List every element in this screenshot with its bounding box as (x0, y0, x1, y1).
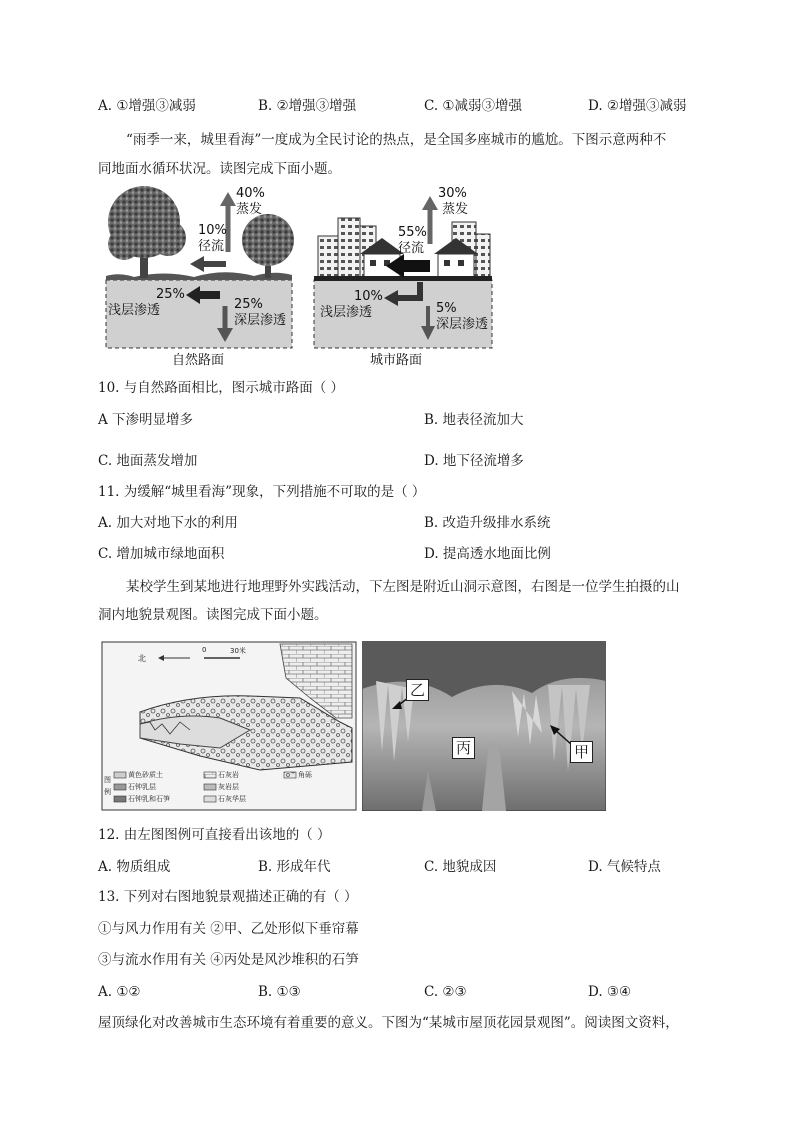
q9-option-c: C. ①减弱③增强 (424, 98, 523, 114)
q9-option-a: A. ①增强③减弱 (98, 98, 196, 114)
q10-option-c: C. 地面蒸发增加 (98, 453, 198, 469)
city-evap-pct: 30% (438, 186, 467, 201)
q10-option-d: D. 地下径流增多 (424, 453, 524, 469)
q10-option-b: B. 地表径流加大 (424, 412, 524, 428)
q11-option-d: D. 提高透水地面比例 (424, 546, 551, 562)
q13-items-line1: ①与风力作用有关 ②甲、乙处形似下垂帘幕 (98, 921, 359, 937)
legend-item: 石灰华层 (218, 795, 246, 803)
q13-stem: 13. 下列对右图地貌景观描述正确的有（ ） (98, 889, 358, 905)
cave-scale-end: 30米 (230, 647, 246, 655)
q11-option-c: C. 增加城市绿地面积 (98, 546, 225, 562)
cave-scale-zero: 0 (202, 646, 207, 654)
photo-label-jia: 甲 (570, 741, 593, 763)
natural-surface-illustration (104, 182, 294, 367)
natural-evap-pct: 40% (236, 186, 265, 201)
photo-label-yi: 乙 (406, 679, 429, 701)
legend-item: 黄色砂质土 (128, 771, 163, 779)
legend-item: 石钟乳和石笋 (128, 795, 170, 803)
natural-deep-pct: 25% (234, 297, 263, 312)
legend-item: 灰岩层 (218, 783, 239, 791)
q12-stem: 12. 由左图图例可直接看出该地的（ ） (98, 827, 331, 843)
intro3-line1: 屋顶绿化对改善城市生态环境有着重要的意义。下图为“某城市屋顶花园景观图”。阅读图文资料， (98, 1015, 679, 1031)
city-deep-label: 深层渗透 (436, 317, 489, 332)
natural-shallow-label: 浅层渗透 (108, 303, 161, 318)
q12-option-a: A. 物质组成 (98, 859, 171, 875)
q10-stem: 10. 与自然路面相比，图示城市路面（ ） (98, 380, 345, 396)
natural-runoff-pct: 10% (198, 223, 227, 238)
natural-runoff-label: 径流 (198, 239, 225, 254)
q11-option-b: B. 改造升级排水系统 (424, 515, 551, 531)
intro2-line1: 某校学生到某地进行地理野外实践活动，下左图是附近山洞示意图，右图是一位学生拍摄的山 (126, 579, 680, 595)
figure-city-surface (312, 182, 494, 367)
natural-caption: 自然路面 (172, 353, 225, 368)
city-shallow-pct: 10% (354, 289, 383, 304)
q13-items-line2: ③与流水作用有关 ④丙处是风沙堆积的石笋 (98, 952, 359, 968)
city-deep-pct: 5% (436, 301, 457, 316)
intro1-line2: 同地面水循环状况。读图完成下面小题。 (98, 161, 341, 177)
figure-cave-diagram (100, 638, 360, 814)
q10-option-a: A 下渗明显增多 (98, 412, 194, 428)
city-runoff-pct: 55% (398, 225, 427, 240)
q13-option-b: B. ①③ (258, 984, 301, 1000)
natural-shallow-pct: 25% (156, 287, 185, 302)
intro1-line1: “雨季一来，城里看海”一度成为全民讨论的热点，是全国多座城市的尴尬。下图示意两种不 (126, 132, 667, 148)
natural-deep-label: 深层渗透 (234, 313, 287, 328)
legend-item: 角砾 (298, 771, 312, 779)
q12-option-b: B. 形成年代 (258, 859, 331, 875)
city-shallow-label: 浅层渗透 (320, 305, 373, 320)
cave-north: 北 (138, 654, 146, 663)
q11-option-a: A. 加大对地下水的利用 (98, 515, 238, 531)
q13-option-a: A. ①② (98, 984, 141, 1000)
q13-option-c: C. ②③ (424, 984, 467, 1000)
city-caption: 城市路面 (370, 353, 423, 368)
q9-option-b: B. ②增强③增强 (258, 98, 357, 114)
city-evap-label: 蒸发 (442, 202, 469, 217)
cave-legend-title: 图例 (104, 776, 111, 796)
figure-natural-surface (104, 182, 294, 367)
q12-option-c: C. 地貌成因 (424, 859, 497, 875)
cave-photo-illustration (362, 641, 606, 811)
q12-option-d: D. 气候特点 (588, 859, 661, 875)
q11-stem: 11. 为缓解“城里看海”现象，下列措施不可取的是（ ） (98, 484, 426, 500)
city-runoff-label: 径流 (398, 241, 425, 256)
legend-item: 石钟乳层 (128, 783, 156, 791)
legend-item: 石灰岩 (218, 771, 239, 779)
natural-evap-label: 蒸发 (236, 202, 263, 217)
photo-label-bing: 丙 (452, 737, 475, 759)
q9-option-d: D. ②增强③减弱 (588, 98, 687, 114)
q13-option-d: D. ③④ (588, 984, 632, 1000)
figure-cave-photo (362, 641, 606, 811)
intro2-line2: 洞内地貌景观图。读图完成下面小题。 (98, 607, 328, 623)
